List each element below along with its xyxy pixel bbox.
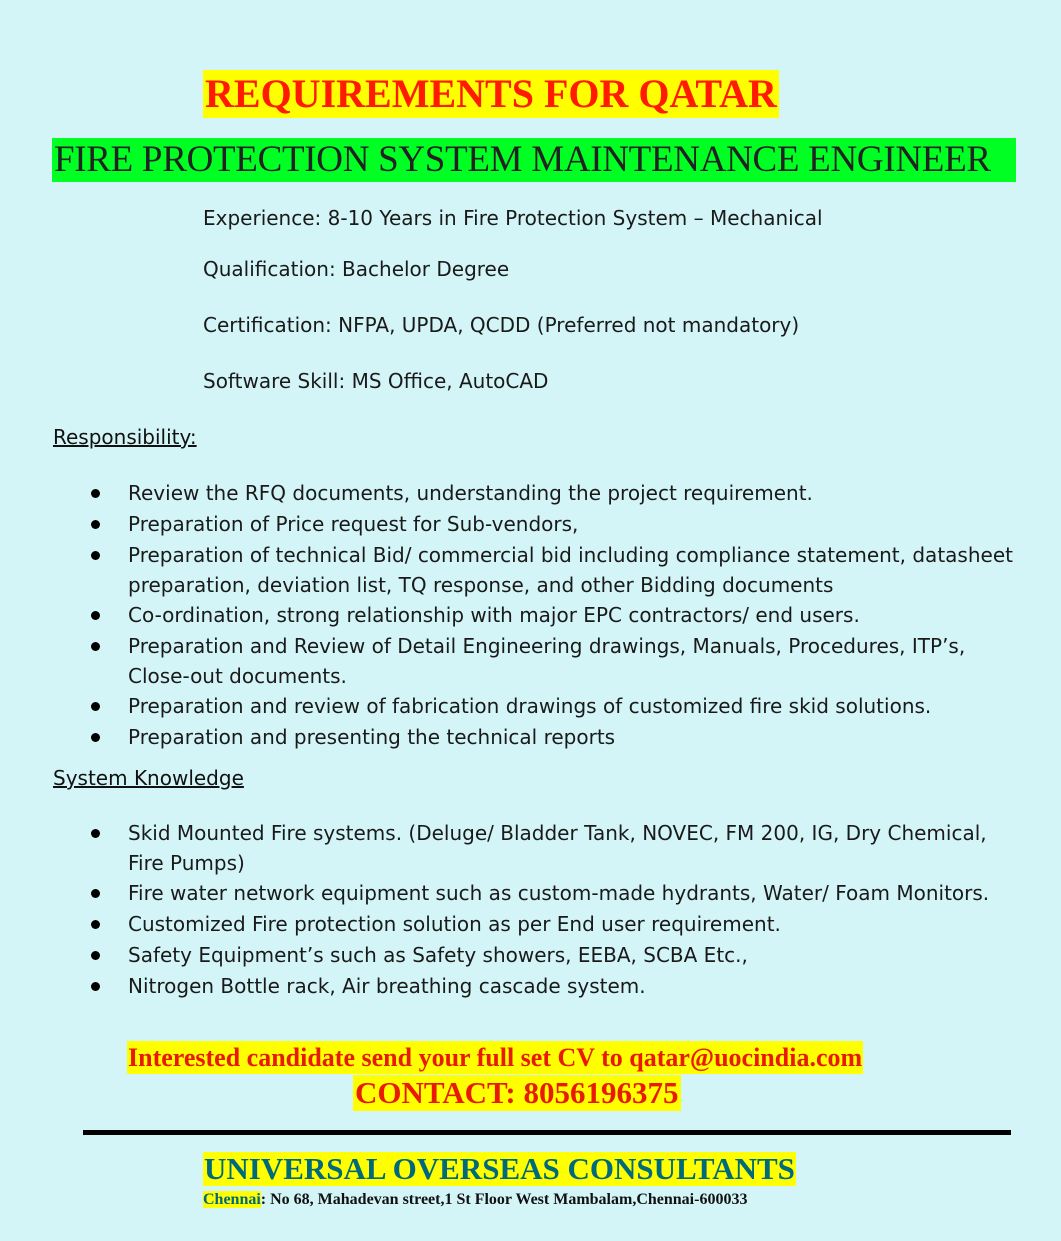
- list-item-text: Nitrogen Bottle rack, Air breathing cascade system.: [128, 974, 646, 998]
- bullet-icon: [91, 951, 100, 960]
- bullet-icon: [91, 551, 100, 560]
- list-item: [85, 691, 1045, 722]
- address-colon: :: [260, 1191, 267, 1208]
- bullet-icon: [91, 889, 100, 898]
- bullet-icon: [91, 733, 100, 742]
- list-item: [85, 818, 1045, 878]
- list-item: [85, 540, 1045, 600]
- bullet-icon: [91, 642, 100, 651]
- list-item-text: Preparation of technical Bid/ commercial bid including compliance statement, datasheet: [128, 543, 1013, 567]
- list-item: [85, 878, 1045, 909]
- bullet-icon: [91, 611, 100, 620]
- bullet-icon: [91, 489, 100, 498]
- list-item-text-continued: Fire Pumps): [128, 851, 245, 875]
- system-knowledge-heading: System Knowledge: [53, 766, 244, 790]
- list-item-text: Preparation and Review of Detail Engineering drawings, Manuals, Procedures, ITP’s,: [128, 634, 966, 658]
- company-address: [203, 1190, 747, 1210]
- list-item: [85, 509, 1045, 540]
- bullet-icon: [91, 702, 100, 711]
- list-item-text: Skid Mounted Fire systems. (Deluge/ Bladder Tank, NOVEC, FM 200, IG, Dry Chemical,: [128, 821, 987, 845]
- list-item-text: Fire water network equipment such as custom-made hydrants, Water/ Foam Monitors.: [128, 881, 990, 905]
- list-item-text: Preparation of Price request for Sub-vendors,: [128, 512, 579, 536]
- address-city: Chennai: [203, 1191, 261, 1208]
- qualification-line: Qualification: Bachelor Degree: [203, 257, 510, 281]
- list-item-text: Safety Equipment’s such as Safety showers, EEBA, SCBA Etc.,: [128, 943, 748, 967]
- software-skill-line: Software Skill: MS Office, AutoCAD: [203, 369, 549, 393]
- list-item-text-continued: preparation, deviation list, TQ response, and other Bidding documents: [128, 573, 834, 597]
- contact-number: CONTACT: 8056196375: [355, 1075, 679, 1110]
- responsibility-list: [85, 478, 1045, 753]
- list-item-text: Customized Fire protection solution as per End user requirement.: [128, 912, 781, 936]
- system-knowledge-list: [85, 818, 1045, 1002]
- address-street: No 68, Mahadevan street,1 St Floor West Mambalam,Chennai-600033: [266, 1191, 748, 1208]
- experience-line: Experience: 8-10 Years in Fire Protection System – Mechanical: [203, 206, 823, 230]
- page-title: REQUIREMENTS FOR QATAR: [205, 71, 777, 116]
- bullet-icon: [91, 920, 100, 929]
- list-item: [85, 971, 1045, 1002]
- list-item: [85, 478, 1045, 509]
- list-item: [85, 600, 1045, 631]
- list-item-text: Preparation and presenting the technical reports: [128, 725, 616, 749]
- company-name: UNIVERSAL OVERSEAS CONSULTANTS: [204, 1151, 795, 1186]
- apply-instructions: Interested candidate send your full set CV to qatar@uocindia.com: [128, 1043, 863, 1072]
- list-item-text: Preparation and review of fabrication drawings of customized fire skid solutions.: [128, 694, 932, 718]
- list-item: [85, 940, 1045, 971]
- list-item: [85, 909, 1045, 940]
- list-item-text: Co-ordination, strong relationship with major EPC contractors/ end users.: [128, 603, 860, 627]
- certification-line: Certification: NFPA, UPDA, QCDD (Preferred not mandatory): [203, 313, 800, 337]
- list-item-text-continued: Close-out documents.: [128, 664, 347, 688]
- bullet-icon: [91, 520, 100, 529]
- list-item: [85, 722, 1045, 753]
- list-item: [85, 631, 1045, 691]
- responsibility-heading: Responsibility:: [53, 425, 197, 449]
- divider: [83, 1130, 1011, 1135]
- bullet-icon: [91, 982, 100, 991]
- bullet-icon: [91, 829, 100, 838]
- job-title: FIRE PROTECTION SYSTEM MAINTENANCE ENGINEER: [52, 138, 1016, 182]
- list-item-text: Review the RFQ documents, understanding the project requirement.: [128, 481, 813, 505]
